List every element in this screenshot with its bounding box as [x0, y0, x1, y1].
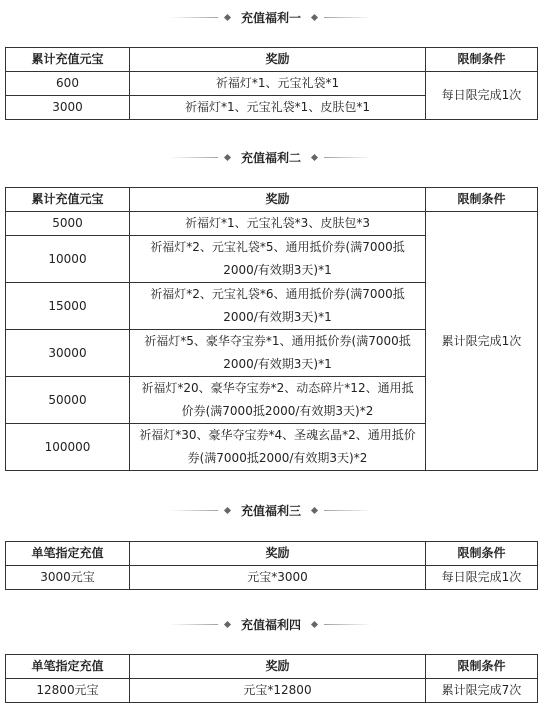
table-row: [6, 566, 538, 590]
header-limit: 限制条件: [426, 188, 538, 212]
reward-table: [5, 654, 538, 703]
table-header-row: [6, 542, 538, 566]
cell-limit: 累计限完成1次: [426, 212, 538, 471]
section-title: [5, 614, 537, 634]
header-amount: 单笔指定充值: [6, 542, 130, 566]
title-divider-left: [170, 157, 218, 158]
table-header-row: [6, 188, 538, 212]
table-row: [6, 212, 538, 236]
reward-line: 2000/有效期3天)*1: [223, 263, 332, 277]
cell-reward: [130, 377, 426, 424]
diamond-icon: [224, 13, 231, 20]
title-divider-left: [170, 17, 218, 18]
cell-reward: 元宝*3000: [130, 566, 426, 590]
header-reward: 奖励: [130, 542, 426, 566]
diamond-icon: [311, 153, 318, 160]
header-reward: 奖励: [130, 48, 426, 72]
title-divider-left: [170, 510, 218, 511]
cell-amount: 15000: [6, 283, 130, 330]
header-amount: 单笔指定充值: [6, 655, 130, 679]
diamond-icon: [311, 506, 318, 513]
section-title-text: 充值福利四: [240, 617, 301, 632]
header-reward: 奖励: [130, 188, 426, 212]
cell-amount: 12800元宝: [6, 679, 130, 703]
reward-line: 2000/有效期3天)*1: [223, 310, 332, 324]
cell-amount: 3000元宝: [6, 566, 130, 590]
diamond-icon: [224, 620, 231, 627]
cell-reward: [130, 330, 426, 377]
reward-line: 2000/有效期3天)*1: [223, 357, 332, 371]
section-title: [5, 500, 537, 520]
cell-limit: 每日限完成1次: [426, 566, 538, 590]
cell-reward: 祈福灯*1、元宝礼袋*1、皮肤包*1: [130, 96, 426, 120]
cell-reward: [130, 236, 426, 283]
header-amount: 累计充值元宝: [6, 188, 130, 212]
title-divider-right: [324, 510, 372, 511]
reward-line: 祈福灯*2、元宝礼袋*5、通用抵价券(满7000抵: [150, 240, 405, 254]
section-title: [5, 147, 537, 167]
section-title-text: 充值福利一: [240, 10, 301, 25]
table-header-row: [6, 655, 538, 679]
cell-amount: 100000: [6, 424, 130, 471]
table-header-row: [6, 48, 538, 72]
diamond-icon: [224, 153, 231, 160]
title-divider-left: [170, 624, 218, 625]
diamond-icon: [311, 13, 318, 20]
reward-line: 价券(满7000抵2000/有效期3天)*2: [181, 404, 374, 418]
header-reward: 奖励: [130, 655, 426, 679]
cell-limit: 累计限完成7次: [426, 679, 538, 703]
section-title-text: 充值福利三: [240, 503, 301, 518]
reward-table: [5, 541, 538, 590]
header-limit: 限制条件: [426, 655, 538, 679]
reward-table: [5, 47, 538, 120]
reward-table: [5, 187, 538, 471]
cell-amount: 30000: [6, 330, 130, 377]
diamond-icon: [311, 620, 318, 627]
table-row: [6, 72, 538, 96]
cell-reward: 祈福灯*1、元宝礼袋*3、皮肤包*3: [130, 212, 426, 236]
header-amount: 累计充值元宝: [6, 48, 130, 72]
cell-amount: 5000: [6, 212, 130, 236]
reward-line: 祈福灯*2、元宝礼袋*6、通用抵价券(满7000抵: [150, 287, 405, 301]
cell-limit: 每日限完成1次: [426, 72, 538, 120]
reward-line: 祈福灯*20、豪华夺宝券*2、动态碎片*12、通用抵: [141, 381, 414, 395]
header-limit: 限制条件: [426, 542, 538, 566]
reward-line: 祈福灯*5、豪华夺宝券*1、通用抵价券(满7000抵: [144, 334, 411, 348]
cell-amount: 3000: [6, 96, 130, 120]
cell-reward: [130, 424, 426, 471]
cell-amount: 50000: [6, 377, 130, 424]
cell-reward: 祈福灯*1、元宝礼袋*1: [130, 72, 426, 96]
title-divider-right: [324, 17, 372, 18]
diamond-icon: [224, 506, 231, 513]
cell-reward: [130, 283, 426, 330]
reward-line: 祈福灯*30、豪华夺宝券*4、圣魂玄晶*2、通用抵价: [139, 428, 416, 442]
title-divider-right: [324, 157, 372, 158]
title-divider-right: [324, 624, 372, 625]
table-row: [6, 679, 538, 703]
cell-amount: 600: [6, 72, 130, 96]
reward-line: 券(满7000抵2000/有效期3天)*2: [187, 451, 368, 465]
cell-amount: 10000: [6, 236, 130, 283]
header-limit: 限制条件: [426, 48, 538, 72]
section-title-text: 充值福利二: [240, 150, 301, 165]
cell-reward: 元宝*12800: [130, 679, 426, 703]
section-title: [5, 7, 537, 27]
